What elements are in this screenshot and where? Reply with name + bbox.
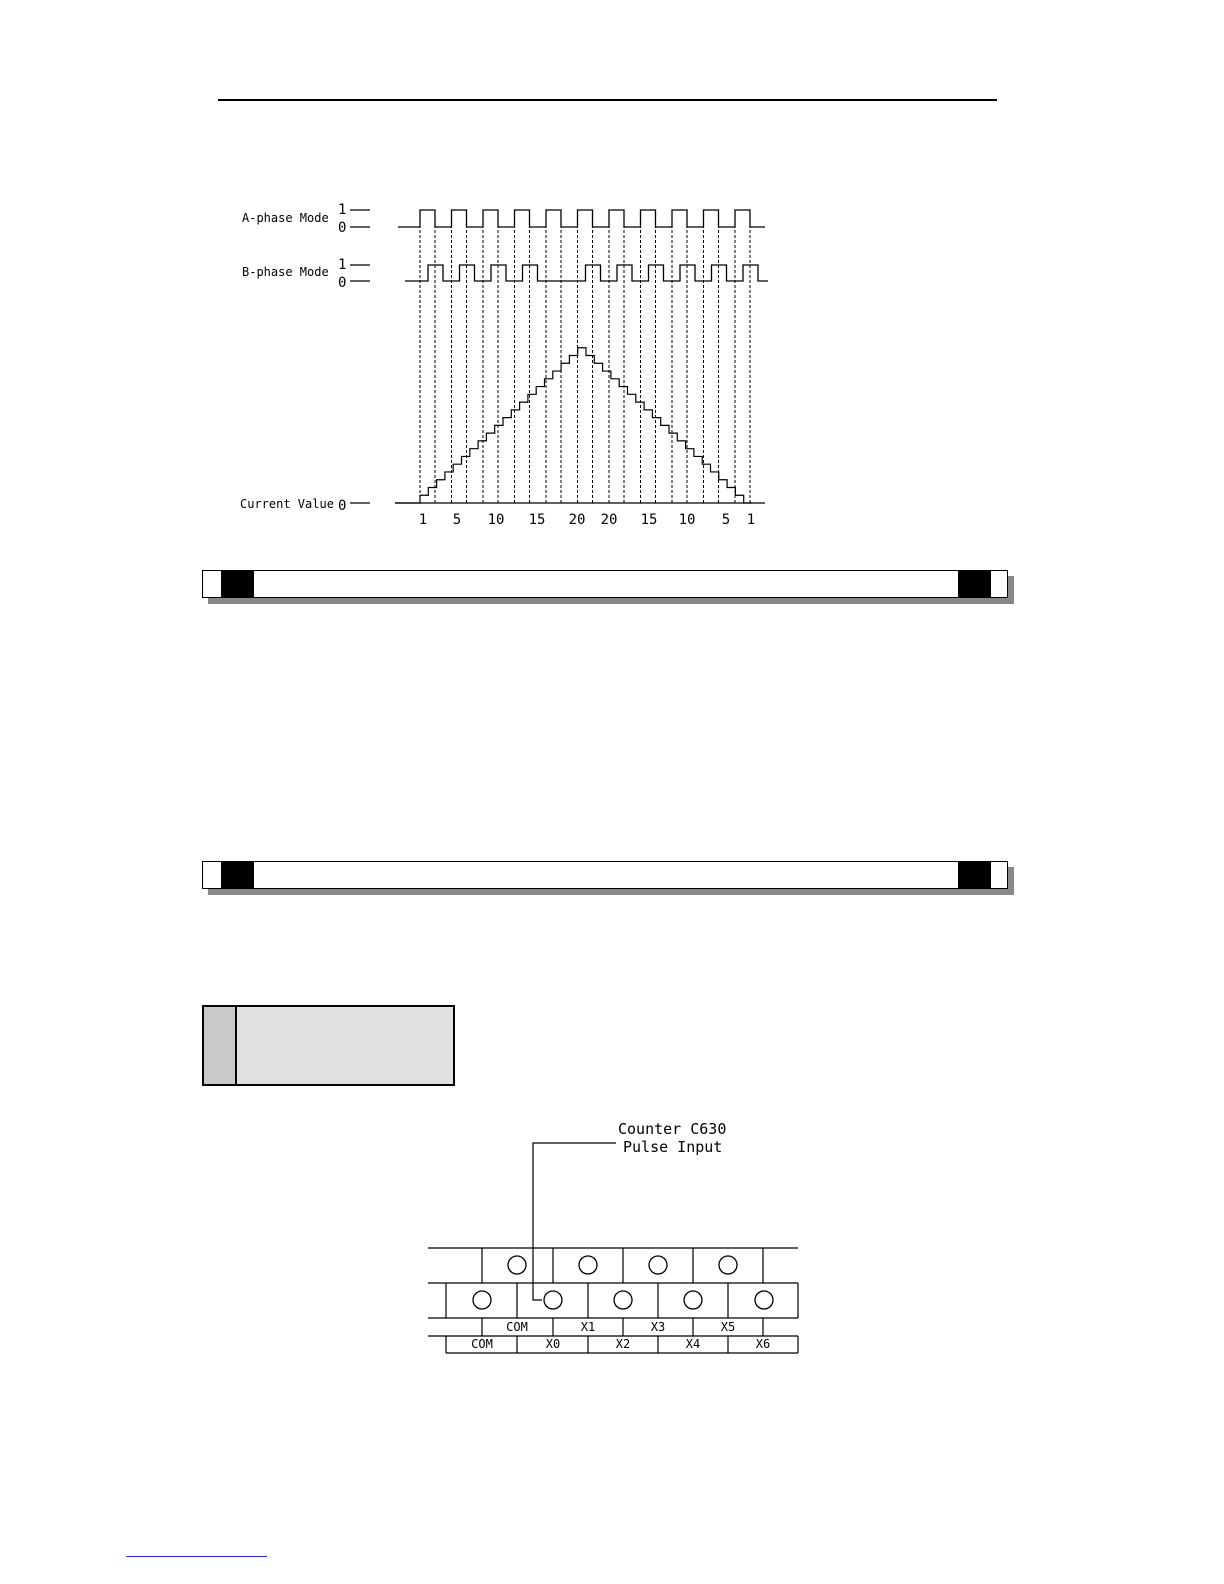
- callout-leader-line: [533, 1143, 616, 1300]
- terminal-screw-upper-com: [508, 1256, 526, 1274]
- terminal-screw-lower-x0: [544, 1291, 562, 1309]
- a-level-high: 1: [338, 202, 347, 218]
- count-label: 5: [721, 512, 731, 528]
- note-box: [202, 1005, 455, 1086]
- count-label: 1: [418, 512, 428, 528]
- upper-terminal-label: X1: [580, 1320, 596, 1334]
- note-box-side-tab: [204, 1007, 237, 1084]
- count-label: 15: [640, 512, 658, 528]
- header-rule: [218, 99, 997, 101]
- lower-terminal-label: X6: [755, 1337, 771, 1351]
- lower-terminal-label: X4: [685, 1337, 701, 1351]
- section-header-bar-1: [202, 570, 1008, 598]
- callout-line1: Counter C630: [618, 1120, 727, 1138]
- phase-timing-diagram: [230, 195, 790, 540]
- b-level-low: 0: [338, 275, 347, 291]
- section-bar-left-block: [221, 862, 254, 888]
- upper-terminal-label: X3: [650, 1320, 666, 1334]
- count-label: 10: [678, 512, 696, 528]
- a-level-low: 0: [338, 220, 347, 236]
- count-label: 1: [746, 512, 756, 528]
- b-level-high: 1: [338, 257, 347, 273]
- terminal-screw-upper-x1: [579, 1256, 597, 1274]
- current-value-zero: 0: [338, 498, 347, 514]
- a-phase-label: A-phase Mode: [242, 211, 329, 225]
- count-label: 20: [600, 512, 618, 528]
- b-phase-waveform: [405, 265, 768, 281]
- count-label: 5: [452, 512, 462, 528]
- lower-terminal-label: X0: [545, 1337, 561, 1351]
- count-label: 20: [568, 512, 586, 528]
- count-label: 15: [528, 512, 546, 528]
- upper-terminal-label: COM: [506, 1320, 528, 1334]
- terminal-screw-upper-x5: [719, 1256, 737, 1274]
- section-bar-right-block: [958, 571, 991, 597]
- terminal-wiring-diagram: [420, 1110, 805, 1360]
- footer-link-underline[interactable]: [126, 1556, 267, 1557]
- terminal-screw-lower-x6: [755, 1291, 773, 1309]
- lower-terminal-label: COM: [471, 1337, 493, 1351]
- lower-terminal-label: X2: [615, 1337, 631, 1351]
- terminal-screw-lower-x2: [614, 1291, 632, 1309]
- section-bar-left-block: [221, 571, 254, 597]
- b-phase-label: B-phase Mode: [242, 265, 329, 279]
- a-phase-waveform: [398, 210, 765, 227]
- section-header-bar-2: [202, 861, 1008, 889]
- terminal-screw-upper-x3: [649, 1256, 667, 1274]
- callout-line2: Pulse Input: [623, 1138, 723, 1156]
- terminal-screw-lower-x4: [684, 1291, 702, 1309]
- count-label: 10: [487, 512, 505, 528]
- current-value-staircase: [395, 348, 752, 503]
- upper-terminal-label: X5: [720, 1320, 736, 1334]
- current-value-label: Current Value: [240, 497, 334, 511]
- terminal-screw-lower-com: [473, 1291, 491, 1309]
- section-bar-right-block: [958, 862, 991, 888]
